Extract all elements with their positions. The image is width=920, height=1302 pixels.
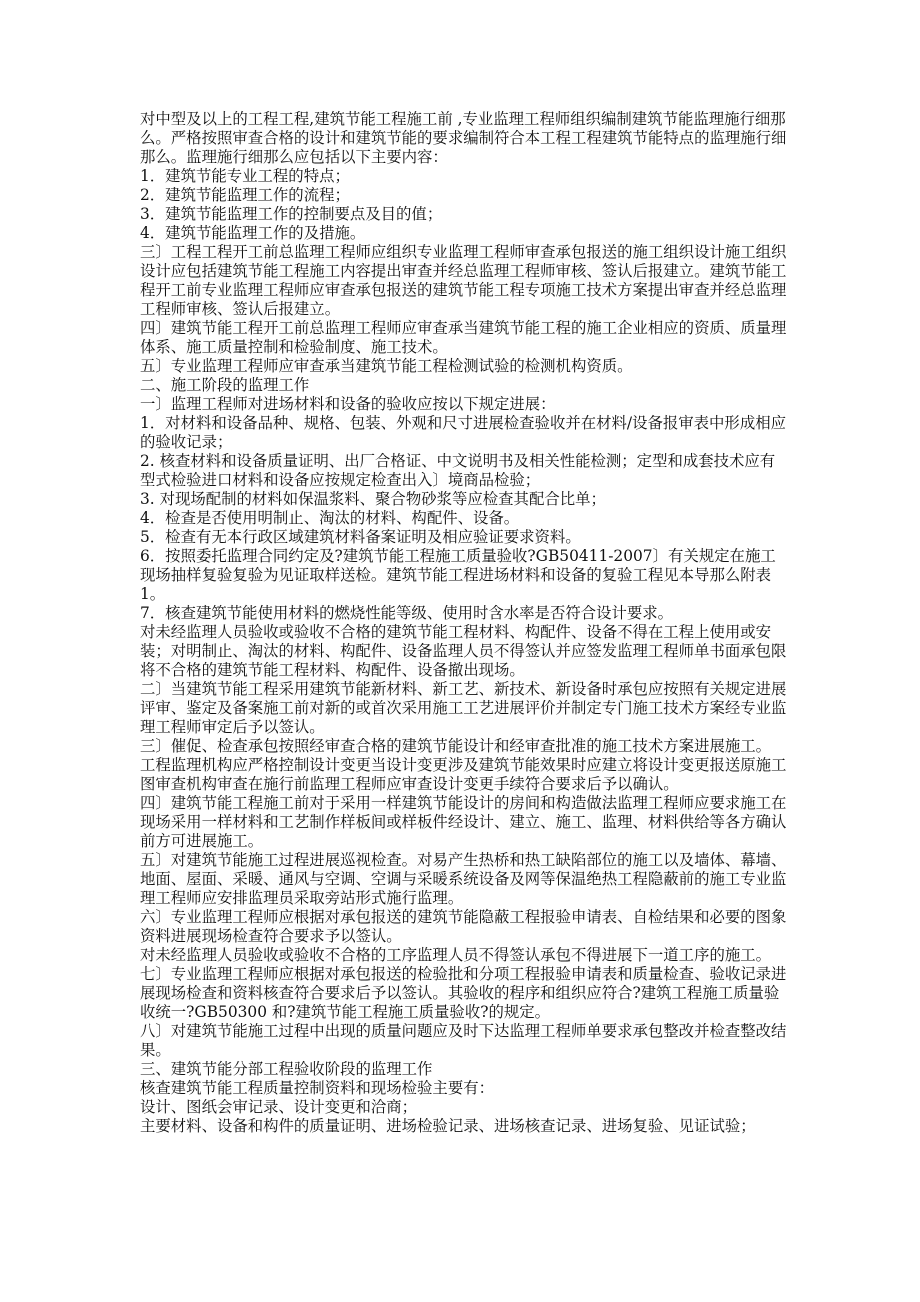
paragraph-30: 设计、图纸会审记录、设计变更和洽商；	[140, 1098, 418, 1116]
paragraph-23: 五〕对建筑节能施工过程进展巡视检查。对易产生热桥和热工缺陷部位的施工以及墙体、幕墙、地面、屋面、采暖、通风与空调、空调与采暖系统设备及网等保温绝热工程隐蔽前的施工专业监理工程师应安排监理员采取旁站形式施行监理。	[140, 851, 787, 907]
paragraph-29: 核查建筑节能工程质量控制资料和现场检验主要有：	[140, 1079, 494, 1097]
paragraph-2: 1．建筑节能专业工程的特点；	[140, 167, 350, 185]
paragraph-12: 2. 核查材料和设备质量证明、出厂合格证、中文说明书及相关性能检测；定型和成套技术应有型式检验进口材料和设备应按规定检查出入〕境商品检验；	[140, 452, 776, 489]
paragraph-27: 八〕对建筑节能施工过程中出现的质量问题应及时下达监理工程师单要求承包整改并检查整改结果。	[140, 1022, 787, 1059]
paragraph-18: 对未经监理人员验收或验收不合格的建筑节能工程材料、构配件、设备不得在工程上使用或安装；对明制止、淘汰的材料、构配件、设备监理人员不得签认并应签发监理工程师单书面承包限将不合格的建筑节能工程材料、构配件、设备撤出现场。	[140, 623, 787, 679]
paragraph-1: 对中型及以上的工程工程,建筑节能工程施工前 ,专业监理工程师组织编制建筑节能监理施行细那么。严格按照审查合格的设计和建筑节能的要求编制符合本工程工程建筑节能特点的监理施行细那么。监理施行细那么应包括以下主要内容：	[140, 110, 787, 166]
paragraph-6: 三〕工程工程开工前总监理工程师应组织专业监理工程师审查承包报送的施工组织设计施工组织设计应包括建筑节能工程施工内容提出审查并经总监理工程师审核、签认后报建立。建筑节能工程开工前专业监理工程师应审查承包报送的建筑节能工程专项施工技术方案提出审查并经总监理工程师审核、签认后报建立。	[140, 243, 787, 318]
paragraph-22: 四〕建筑节能工程施工前对于采用一样建筑节能设计的房间和构造做法监理工程师应要求施工在现场采用一样材料和工艺制作样板间或样板件经设计、建立、施工、监理、材料供给等各方确认前方可进展施工。	[140, 794, 787, 850]
paragraph-26: 七〕专业监理工程师应根据对承包报送的检验批和分项工程报验申请表和质量检查、验收记录进展现场检查和资料核查符合要求后予以签认。其验收的程序和组织应符合?建筑工程施工质量验收统一?GB50300 和?建筑节能工程施工质量验收?的规定。	[140, 965, 787, 1021]
paragraph-14: 4．检查是否使用明制止、淘汰的材料、构配件、设备。	[140, 509, 520, 527]
paragraph-17: 7．核查建筑节能使用材料的燃烧性能等级、使用时含水率是否符合设计要求。	[140, 604, 674, 622]
paragraph-4: 3．建筑节能监理工作的控制要点及目的值；	[140, 205, 443, 223]
paragraph-24: 六〕专业监理工程师应根据对承包报送的建筑节能隐蔽工程报验申请表、自检结果和必要的图象资料进展现场检查符合要求予以签认。	[140, 908, 787, 945]
paragraph-10: 一〕监理工程师对进场材料和设备的验收应按以下规定进展：	[140, 395, 556, 413]
paragraph-8: 五〕专业监理工程师应审查承当建筑节能工程检测试验的检测机构资质。	[140, 357, 633, 375]
paragraph-31: 主要材料、设备和构件的质量证明、进场检验记录、进场核查记录、进场复验、见证试验；	[140, 1117, 756, 1135]
paragraph-25: 对未经监理人员验收或验收不合格的工序监理人员不得签认承包不得进展下一道工序的施工。	[140, 946, 772, 964]
section-heading-2: 二、施工阶段的监理工作	[140, 376, 310, 394]
paragraph-20: 三〕催促、检查承包按照经审查合格的建筑节能设计和经审查批准的施工技术方案进展施工。	[140, 737, 772, 755]
paragraph-5: 4．建筑节能监理工作的及措施。	[140, 224, 366, 242]
paragraph-7: 四〕建筑节能工程开工前总监理工程师应审查承当建筑节能工程的施工企业相应的资质、质量理体系、施工质量控制和检验制度、施工技术。	[140, 319, 787, 356]
paragraph-11: 1．对材料和设备品种、规格、包装、外观和尺寸进展检查验收并在材料/设备报审表中形成相应的验收记录；	[140, 414, 786, 451]
section-heading-3: 三、建筑节能分部工程验收阶段的监理工作	[140, 1060, 433, 1078]
paragraph-19: 二〕当建筑节能工程采用建筑节能新材料、新工艺、新技术、新设备时承包应按照有关规定进展评审、鉴定及备案施工前对新的或首次采用施工工艺进展评价并制定专门施工技术方案经专业监理工程师审定后予以签认。	[140, 680, 787, 736]
paragraph-15: 5．检查有无本行政区域建筑材料备案证明及相应验证要求资料。	[140, 528, 581, 546]
paragraph-16: 6．按照委托监理合同约定及?建筑节能工程施工质量验收?GB50411-2007〕有关规定在施工现场抽样复验复验为见证取样送检。建筑节能工程进场材料和设备的复验工程见本导那么附表 1。	[140, 547, 776, 603]
paragraph-21: 工程监理机构应严格控制设计变更当设计变更涉及建筑节能效果时应建立将设计变更报送原施工图审查机构审查在施行前监理工程师应审查设计变更手续符合要求后予以确认。	[140, 756, 787, 793]
document-page	[140, 110, 788, 1136]
paragraph-3: 2．建筑节能监理工作的流程；	[140, 186, 350, 204]
paragraph-13: 3. 对现场配制的材料如保温浆料、聚合物砂浆等应检查其配合比单；	[140, 490, 606, 508]
